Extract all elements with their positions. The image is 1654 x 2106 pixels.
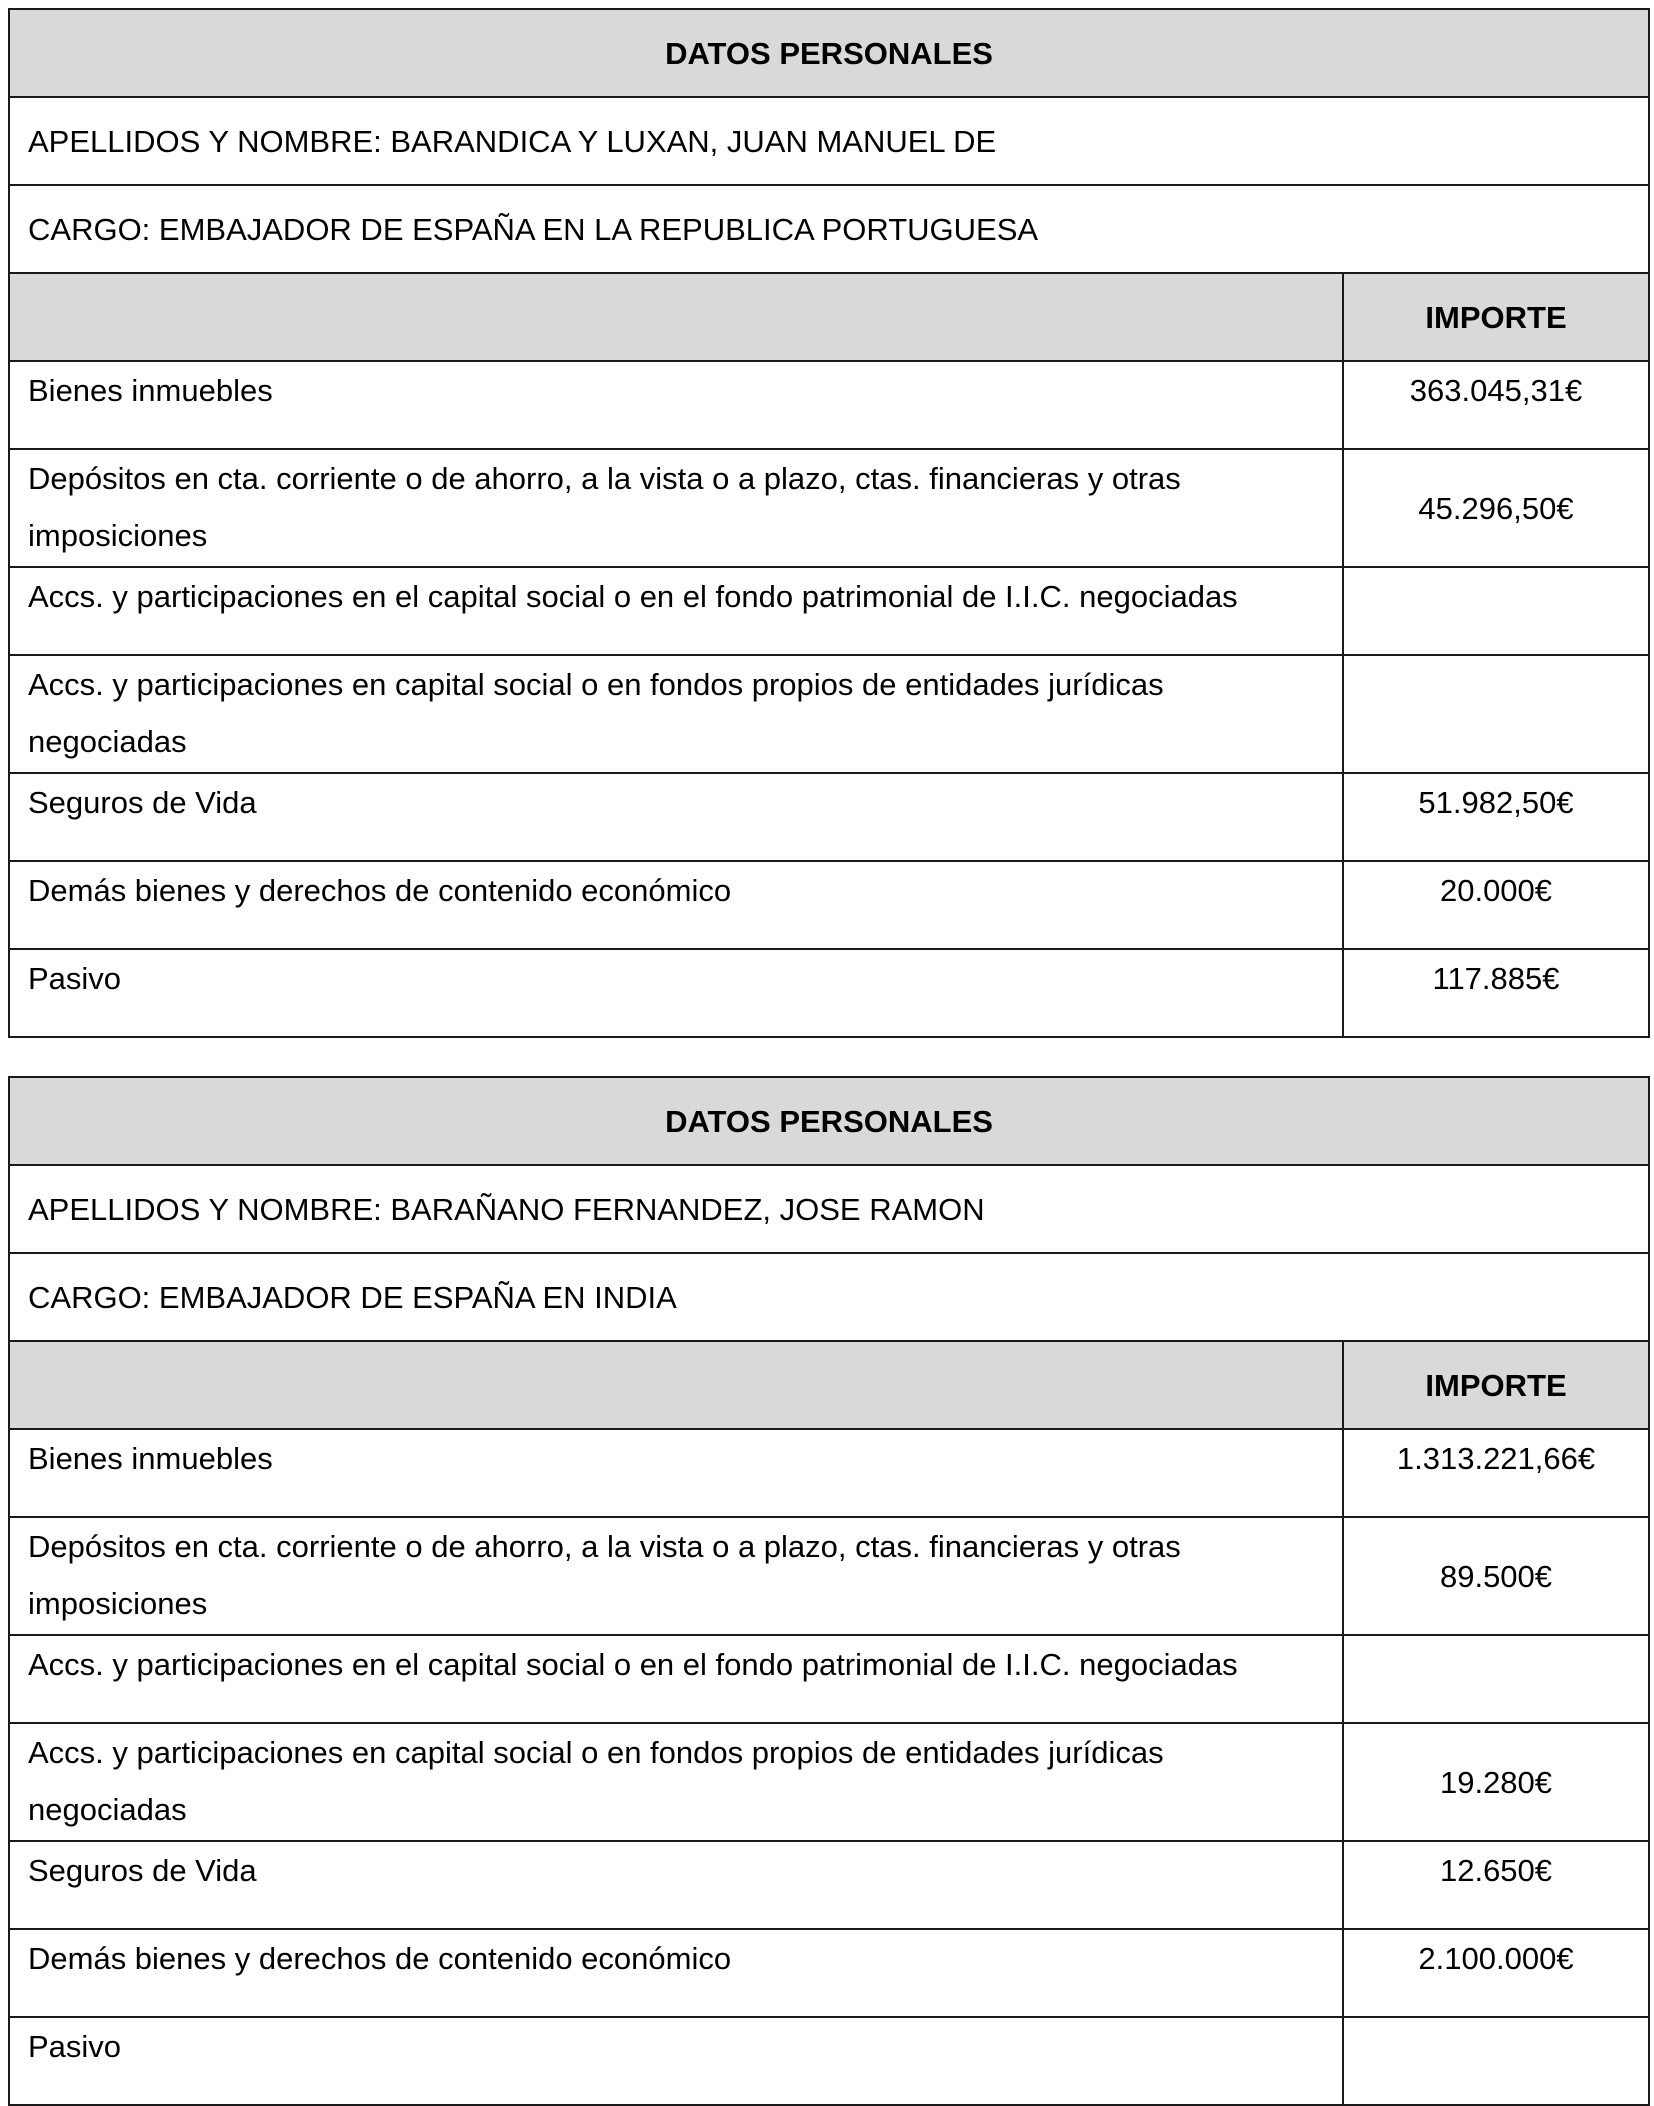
section-title: DATOS PERSONALES <box>9 1077 1649 1165</box>
table-row <box>9 449 1649 567</box>
table-row <box>9 1517 1649 1635</box>
item-amount: 89.500€ <box>1343 1517 1649 1635</box>
amount-column-header: IMPORTE <box>1343 1341 1649 1429</box>
item-label: Seguros de Vida <box>9 1841 1343 1929</box>
personal-data-table <box>8 8 1650 1038</box>
item-amount <box>1343 567 1649 655</box>
table-row <box>9 655 1649 773</box>
item-amount: 45.296,50€ <box>1343 449 1649 567</box>
label-column-header <box>9 1341 1343 1429</box>
table-spacer <box>8 1038 1648 1076</box>
item-amount: 12.650€ <box>1343 1841 1649 1929</box>
table-row <box>9 1635 1649 1723</box>
table-row <box>9 1723 1649 1841</box>
item-label: Accs. y participaciones en el capital social o en el fondo patrimonial de I.I.C. negociadas <box>9 1635 1343 1723</box>
item-amount <box>1343 1635 1649 1723</box>
table-row <box>9 1841 1649 1929</box>
name-line: APELLIDOS Y NOMBRE: BARAÑANO FERNANDEZ, JOSE RAMON <box>9 1165 1649 1253</box>
item-label: Accs. y participaciones en el capital social o en el fondo patrimonial de I.I.C. negociadas <box>9 567 1343 655</box>
name-line: APELLIDOS Y NOMBRE: BARANDICA Y LUXAN, JUAN MANUEL DE <box>9 97 1649 185</box>
item-label: Accs. y participaciones en capital social o en fondos propios de entidades jurídicas negociadas <box>9 655 1343 773</box>
item-amount: 2.100.000€ <box>1343 1929 1649 2017</box>
item-label: Bienes inmuebles <box>9 1429 1343 1517</box>
table-row <box>9 861 1649 949</box>
item-label: Depósitos en cta. corriente o de ahorro, a la vista o a plazo, ctas. financieras y otras imposiciones <box>9 1517 1343 1635</box>
item-amount: 51.982,50€ <box>1343 773 1649 861</box>
table-row <box>9 1429 1649 1517</box>
item-label: Accs. y participaciones en capital social o en fondos propios de entidades jurídicas negociadas <box>9 1723 1343 1841</box>
section-title: DATOS PERSONALES <box>9 9 1649 97</box>
amount-column-header: IMPORTE <box>1343 273 1649 361</box>
label-column-header <box>9 273 1343 361</box>
table-row <box>9 1929 1649 2017</box>
item-amount: 20.000€ <box>1343 861 1649 949</box>
table-row <box>9 567 1649 655</box>
item-label: Demás bienes y derechos de contenido económico <box>9 1929 1343 2017</box>
item-label: Pasivo <box>9 949 1343 1037</box>
table-row <box>9 949 1649 1037</box>
table-row <box>9 361 1649 449</box>
item-amount: 19.280€ <box>1343 1723 1649 1841</box>
item-label: Demás bienes y derechos de contenido económico <box>9 861 1343 949</box>
item-label: Bienes inmuebles <box>9 361 1343 449</box>
item-amount: 117.885€ <box>1343 949 1649 1037</box>
item-label: Depósitos en cta. corriente o de ahorro, a la vista o a plazo, ctas. financieras y otras imposiciones <box>9 449 1343 567</box>
item-label: Seguros de Vida <box>9 773 1343 861</box>
personal-data-table <box>8 1076 1650 2106</box>
item-amount: 363.045,31€ <box>1343 361 1649 449</box>
item-label: Pasivo <box>9 2017 1343 2105</box>
item-amount <box>1343 655 1649 773</box>
table-row <box>9 773 1649 861</box>
cargo-line: CARGO: EMBAJADOR DE ESPAÑA EN LA REPUBLICA PORTUGUESA <box>9 185 1649 273</box>
item-amount: 1.313.221,66€ <box>1343 1429 1649 1517</box>
declaration-document <box>8 8 1648 2106</box>
cargo-line: CARGO: EMBAJADOR DE ESPAÑA EN INDIA <box>9 1253 1649 1341</box>
item-amount <box>1343 2017 1649 2105</box>
table-row <box>9 2017 1649 2105</box>
